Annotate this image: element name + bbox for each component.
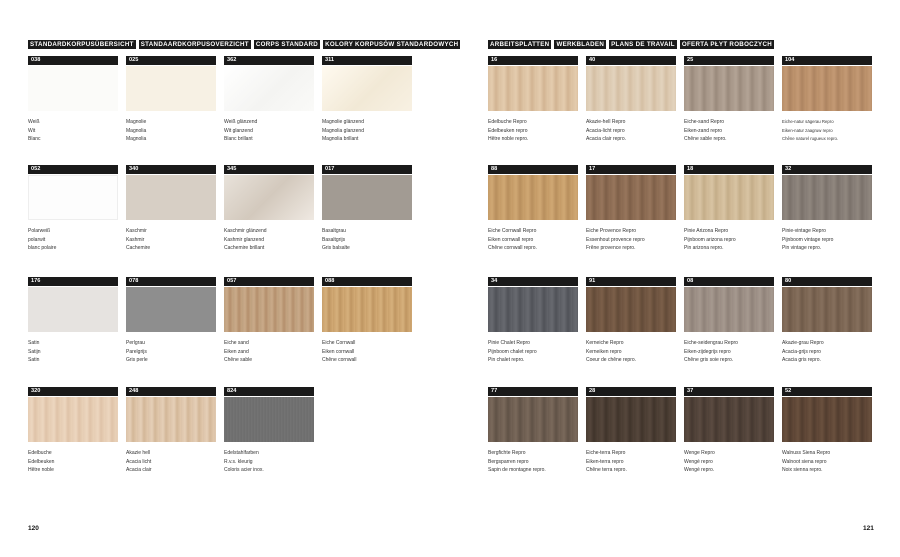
- swatch-names: [684, 227, 774, 253]
- color-chip: [224, 66, 314, 111]
- name-fr: Pin chalet repro.: [488, 357, 525, 363]
- color-chip: [126, 287, 216, 332]
- color-chip: [322, 287, 412, 332]
- swatch-code: 104: [782, 56, 872, 65]
- swatch-card: [782, 165, 872, 253]
- swatch-code: 025: [126, 56, 216, 65]
- name-nl: Eiken-zand repro: [684, 127, 723, 134]
- page-number: 121: [863, 525, 874, 532]
- swatch-names: [126, 118, 216, 144]
- name-fr: Coloris acier inox.: [224, 467, 264, 473]
- swatch-names: [224, 227, 314, 253]
- name-de: Wenge Repro: [684, 450, 715, 456]
- swatch-names: [488, 227, 578, 253]
- swatch-names: [28, 227, 118, 253]
- swatch-card: [28, 56, 118, 144]
- swatch-code: 40: [586, 56, 676, 65]
- name-nl: Pijnboom chalet repro: [488, 348, 537, 355]
- name-fr: Satin: [28, 357, 40, 363]
- header-tag-pl: OFERTA PŁYT ROBOCZYCH: [681, 41, 772, 48]
- name-nl: Eiken cornwall repro: [488, 236, 534, 243]
- color-chip: [684, 397, 774, 442]
- swatch-names: [586, 227, 676, 253]
- swatch-card: [782, 56, 872, 144]
- color-chip: [126, 66, 216, 111]
- swatch-names: [488, 118, 578, 144]
- name-de: Weiß: [28, 119, 40, 125]
- header-tag-fr: PLANS DE TRAVAIL: [611, 41, 675, 48]
- swatch-card: [224, 277, 314, 365]
- swatch-names: [586, 449, 676, 475]
- color-chip: [586, 175, 676, 220]
- color-chip: [586, 66, 676, 111]
- swatch-card: [126, 165, 216, 253]
- name-fr: Pin arizona repro.: [684, 245, 724, 251]
- right-page: [450, 0, 900, 557]
- name-nl: R.v.s. kleurig: [224, 458, 253, 465]
- swatch-card: [126, 56, 216, 144]
- swatch-names: [224, 118, 314, 144]
- name-fr: Sapin de montagne repro.: [488, 467, 546, 473]
- color-chip: [684, 66, 774, 111]
- swatch-code: 362: [224, 56, 314, 65]
- name-nl: Eiken-natur zaagruw repro: [782, 127, 833, 133]
- color-chip: [322, 175, 412, 220]
- swatch-code: 311: [322, 56, 412, 65]
- name-fr: Chêne cornwall: [322, 357, 357, 363]
- color-chip: [224, 397, 314, 442]
- swatch-code: 28: [586, 387, 676, 396]
- name-de: Magnolie: [126, 119, 147, 125]
- name-nl: Acacia-grijs repro: [782, 348, 821, 355]
- swatch-code: 18: [684, 165, 774, 174]
- swatch-code: 824: [224, 387, 314, 396]
- color-chip: [224, 287, 314, 332]
- name-nl: Acacia-licht repro: [586, 127, 625, 134]
- name-fr: Gris perle: [126, 357, 148, 363]
- name-fr: Frêne provence repro.: [586, 245, 636, 251]
- swatch-card: [684, 277, 774, 365]
- name-de: Kaschmir: [126, 228, 147, 234]
- name-nl: Kashmir glanzend: [224, 236, 265, 243]
- name-nl: Eiken cornwall: [322, 348, 355, 355]
- name-fr: Magnolia: [126, 136, 147, 142]
- swatch-card: [224, 165, 314, 253]
- swatch-card: [126, 277, 216, 365]
- color-chip: [782, 66, 872, 111]
- swatch-names: [782, 227, 872, 253]
- name-fr: Hêtre noble repro.: [488, 136, 529, 142]
- header-tag-fr: CORPS STANDARD: [255, 41, 319, 48]
- swatch-names: [28, 449, 118, 475]
- swatch-code: 345: [224, 165, 314, 174]
- color-chip: [126, 175, 216, 220]
- name-fr: Chêne naturel rugueux repro.: [782, 136, 839, 141]
- swatch-card: [488, 387, 578, 475]
- header-tag-nl: WERKBLADEN: [556, 41, 605, 48]
- name-de: Polarweiß: [28, 228, 51, 234]
- color-chip: [488, 287, 578, 332]
- swatch-code: 038: [28, 56, 118, 65]
- name-de: Edelbuche: [28, 450, 52, 456]
- name-de: Edelbuche Repro: [488, 119, 527, 125]
- color-chip: [782, 397, 872, 442]
- swatch-card: [684, 387, 774, 475]
- name-de: Satin: [28, 340, 40, 346]
- color-chip: [28, 397, 118, 442]
- color-chip: [684, 175, 774, 220]
- section-header: [28, 40, 460, 49]
- swatch-names: [488, 449, 578, 475]
- name-fr: Chêne terra repro.: [586, 467, 627, 473]
- color-chip: [224, 175, 314, 220]
- color-chip: [126, 397, 216, 442]
- swatch-card: [684, 165, 774, 253]
- color-chip: [586, 397, 676, 442]
- name-de: Eiche Provence Repro: [586, 228, 637, 234]
- swatch-code: 017: [322, 165, 412, 174]
- name-nl: polarwit: [28, 236, 46, 243]
- name-de: Eiche-terra Repro: [586, 450, 626, 456]
- swatch-code: 248: [126, 387, 216, 396]
- color-chip: [488, 397, 578, 442]
- color-chip: [28, 175, 118, 220]
- color-chip: [488, 175, 578, 220]
- swatch-card: [782, 277, 872, 365]
- swatch-card: [684, 56, 774, 144]
- page-number: 120: [28, 525, 39, 532]
- swatch-names: [684, 118, 774, 144]
- name-nl: Eiken-terra repro: [586, 458, 624, 465]
- name-de: Pinie Chalet Repro: [488, 340, 530, 346]
- name-fr: Acacia clair: [126, 467, 152, 473]
- name-nl: Basaltgrijs: [322, 236, 346, 243]
- swatch-code: 25: [684, 56, 774, 65]
- name-nl: Eiken-zijdegrijs repro: [684, 348, 731, 355]
- swatch-card: [322, 277, 412, 365]
- name-de: Eiche-natur sägerau Repro: [782, 119, 834, 124]
- swatch-code: 057: [224, 277, 314, 286]
- color-chip: [488, 66, 578, 111]
- name-de: Akazie hell: [126, 450, 151, 456]
- name-fr: Noix sienna repro.: [782, 467, 823, 473]
- swatch-names: [684, 339, 774, 365]
- swatch-code: 16: [488, 56, 578, 65]
- name-fr: Gris balsalte: [322, 245, 350, 251]
- name-fr: Chêne sable: [224, 357, 253, 363]
- color-chip: [28, 287, 118, 332]
- name-fr: Hêtre noble: [28, 467, 54, 473]
- swatch-code: 32: [782, 165, 872, 174]
- swatch-names: [126, 339, 216, 365]
- name-nl: Satijn: [28, 348, 41, 355]
- name-fr: Blanc: [28, 136, 41, 142]
- name-fr: Pin vintage repro.: [782, 245, 822, 251]
- swatch-names: [684, 449, 774, 475]
- swatch-card: [586, 165, 676, 253]
- name-de: Akazie-grau Repro: [782, 340, 824, 346]
- section-header: [488, 40, 774, 49]
- swatch-card: [488, 277, 578, 365]
- swatch-code: 34: [488, 277, 578, 286]
- name-de: Kaschmir glänzend: [224, 228, 267, 234]
- swatch-names: [224, 449, 314, 475]
- name-fr: Acacia gris repro.: [782, 357, 821, 363]
- name-fr: Magnolia brillant: [322, 136, 359, 142]
- name-nl: Parelgrijs: [126, 348, 147, 355]
- name-fr: Coeur de chêne repro.: [586, 357, 637, 363]
- name-de: Eiche-seidengrau Repro: [684, 340, 738, 346]
- swatch-card: [586, 387, 676, 475]
- name-de: Eiche Cornwall: [322, 340, 356, 346]
- swatch-card: [322, 165, 412, 253]
- name-de: Walnuss Siena Repro: [782, 450, 831, 456]
- name-nl: Kerneiken repro: [586, 348, 622, 355]
- name-de: Eiche Cornwall Repro: [488, 228, 537, 234]
- name-fr: Chêne cornwall repro.: [488, 245, 537, 251]
- swatch-card: [28, 277, 118, 365]
- swatch-card: [488, 56, 578, 144]
- name-nl: Eiken zand: [224, 348, 249, 355]
- name-fr: Chêne sable repro.: [684, 136, 727, 142]
- name-nl: Edelbeuken repro: [488, 127, 528, 134]
- swatch-card: [224, 387, 314, 475]
- name-nl: Magnolia: [126, 127, 147, 134]
- swatch-names: [488, 339, 578, 365]
- swatch-code: 37: [684, 387, 774, 396]
- swatch-card: [782, 387, 872, 475]
- name-de: Perlgrau: [126, 340, 145, 346]
- swatch-names: [782, 118, 872, 144]
- name-nl: Wit: [28, 127, 36, 134]
- name-de: Pinie-vintage Repro: [782, 228, 826, 234]
- swatch-names: [586, 118, 676, 144]
- swatch-names: [322, 118, 412, 144]
- swatch-code: 088: [322, 277, 412, 286]
- swatch-code: 77: [488, 387, 578, 396]
- name-fr: Blanc brillant: [224, 136, 253, 142]
- swatch-code: 08: [684, 277, 774, 286]
- name-fr: Cachemire: [126, 245, 151, 251]
- name-de: Bergfichte Repro: [488, 450, 526, 456]
- swatch-card: [586, 56, 676, 144]
- swatch-code: 052: [28, 165, 118, 174]
- swatch-card: [586, 277, 676, 365]
- swatch-card: [28, 387, 118, 475]
- swatch-names: [28, 339, 118, 365]
- name-fr: Wengé repro.: [684, 467, 715, 473]
- header-tag-de: ARBEITSPLATTEN: [490, 41, 550, 48]
- swatch-names: [586, 339, 676, 365]
- name-de: Magnolie glänzend: [322, 119, 364, 125]
- header-tag-de: STANDARDKORPUSÜBERSICHT: [30, 41, 134, 48]
- swatch-code: 52: [782, 387, 872, 396]
- name-de: Basaltgrau: [322, 228, 346, 234]
- name-nl: Magnolia glanzend: [322, 127, 364, 134]
- name-nl: Wengé repro: [684, 458, 713, 465]
- name-nl: Wit glanzend: [224, 127, 253, 134]
- swatch-card: [322, 56, 412, 144]
- swatch-code: 80: [782, 277, 872, 286]
- swatch-card: [488, 165, 578, 253]
- name-fr: Acacia clair repro.: [586, 136, 627, 142]
- swatch-names: [322, 227, 412, 253]
- color-chip: [782, 287, 872, 332]
- swatch-names: [126, 227, 216, 253]
- name-fr: blanc polaire: [28, 245, 57, 251]
- header-tag-nl: STANDAARDKORPUSOVERZICHT: [140, 41, 249, 48]
- name-nl: Edelbeuken: [28, 458, 55, 465]
- color-chip: [28, 66, 118, 111]
- swatch-code: 176: [28, 277, 118, 286]
- name-nl: Acacia licht: [126, 458, 152, 465]
- color-chip: [322, 66, 412, 111]
- name-fr: Chêne gris soie repro.: [684, 357, 734, 363]
- swatch-names: [126, 449, 216, 475]
- swatch-names: [322, 339, 412, 365]
- swatch-names: [782, 449, 872, 475]
- swatch-names: [28, 118, 118, 144]
- swatch-code: 91: [586, 277, 676, 286]
- name-nl: Pijnboom vintage repro: [782, 236, 834, 243]
- swatch-card: [126, 387, 216, 475]
- name-nl: Pijnboom arizona repro: [684, 236, 736, 243]
- swatch-code: 078: [126, 277, 216, 286]
- swatch-code: 88: [488, 165, 578, 174]
- name-de: Weiß glänzend: [224, 119, 258, 125]
- name-de: Eiche sand: [224, 340, 249, 346]
- header-tag-pl: KOLORY KORPUSÓW STANDARDOWYCH: [325, 41, 459, 48]
- color-chip: [586, 287, 676, 332]
- swatch-names: [782, 339, 872, 365]
- name-de: Pinie Arizona Repro: [684, 228, 729, 234]
- name-de: Akazie-hell Repro: [586, 119, 626, 125]
- name-de: Eiche-sand Repro: [684, 119, 725, 125]
- swatch-card: [224, 56, 314, 144]
- swatch-code: 17: [586, 165, 676, 174]
- swatch-code: 340: [126, 165, 216, 174]
- name-de: Kerneiche Repro: [586, 340, 624, 346]
- swatch-names: [224, 339, 314, 365]
- color-chip: [684, 287, 774, 332]
- name-nl: Bergsparren repro: [488, 458, 529, 465]
- name-nl: Essenhout provence repro: [586, 236, 645, 243]
- name-de: Edelstahlfarben: [224, 450, 259, 456]
- name-nl: Walnoot siena repro: [782, 458, 827, 465]
- color-chip: [782, 175, 872, 220]
- swatch-code: 320: [28, 387, 118, 396]
- name-nl: Kashmir: [126, 236, 145, 243]
- swatch-card: [28, 165, 118, 253]
- name-fr: Cachemire brillant: [224, 245, 265, 251]
